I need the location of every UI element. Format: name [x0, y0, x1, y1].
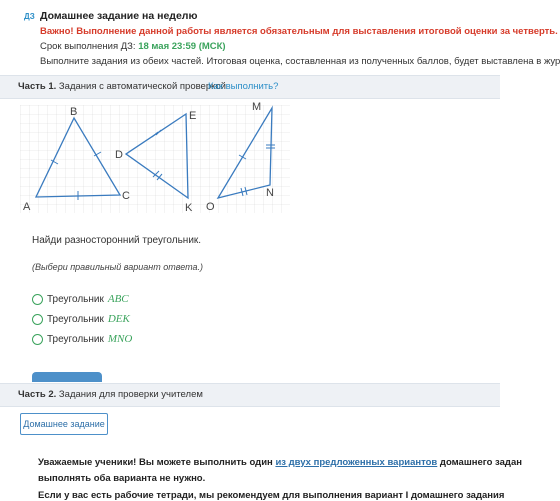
part2-title — [18, 389, 203, 400]
part1-header — [0, 75, 500, 99]
triangles-figure — [20, 101, 290, 214]
page-title: Домашнее задание на неделю — [40, 10, 198, 22]
part2-title-rest: Задания для проверки учителем — [56, 389, 203, 400]
vertex-label-k: K — [185, 202, 193, 214]
answer-option-dek[interactable] — [32, 312, 130, 326]
option-math: ABC — [107, 293, 129, 305]
vertex-label-c: C — [122, 190, 130, 202]
question-hint: (Выбери правильный вариант ответа.) — [32, 262, 204, 272]
homework-description: Выполните задания из обеих частей. Итоговая оценка, составленная из полученных баллов, будет выставлена в жур — [40, 56, 560, 67]
radio-button[interactable] — [32, 314, 43, 325]
vertex-label-n: N — [266, 187, 274, 199]
info-line-2: выполнять оба варианта не нужно. — [38, 473, 206, 484]
info-line-1 — [38, 457, 522, 468]
part1-title — [18, 81, 226, 92]
homework-info-panel — [0, 447, 522, 501]
radio-button[interactable] — [32, 334, 43, 345]
vertex-label-d: D — [115, 149, 123, 161]
how-to-link[interactable]: Как выполнить? — [208, 81, 279, 92]
homework-button[interactable]: Домашнее задание — [20, 413, 108, 435]
info-line-3: Если у вас есть рабочие тетради, мы рекомендуем для выполнения вариант I домашнего задания — [38, 490, 505, 501]
part2-title-bold: Часть 2. — [18, 389, 57, 400]
vertex-label-a: A — [23, 201, 31, 213]
part1-title-bold: Часть 1. — [18, 81, 57, 92]
variants-link[interactable]: из двух предложенных вариантов — [275, 457, 438, 468]
question-text: Найди разносторонний треугольник. — [32, 235, 202, 246]
part1-title-rest: Задания с автоматической проверкой — [56, 81, 226, 92]
due-value: 18 мая 23:59 (МСК) — [138, 41, 226, 52]
due-label: Срок выполнения ДЗ: — [40, 41, 139, 52]
option-label: Треугольник — [47, 333, 104, 345]
homework-tag: ДЗ — [24, 12, 35, 21]
info-line-1-start: Уважаемые ученики! Вы можете выполнить один — [38, 457, 276, 468]
homework-header — [0, 0, 560, 74]
option-label: Треугольник — [47, 313, 104, 325]
vertex-label-e: E — [189, 110, 197, 122]
due-date — [40, 41, 226, 52]
answer-option-mno[interactable] — [32, 332, 132, 346]
option-math: MNO — [107, 333, 133, 345]
option-label: Треугольник — [47, 293, 104, 305]
vertex-label-b: B — [70, 106, 78, 118]
vertex-label-o: O — [206, 201, 215, 213]
option-math: DEK — [107, 313, 130, 325]
info-line-1-end: домашнего задан — [437, 457, 522, 468]
warning-text: Важно! Выполнение данной работы является обязательным для выставления итоговой оценки за четверть. — [40, 26, 558, 37]
check-answer-button[interactable] — [32, 372, 102, 382]
part2-header — [0, 383, 500, 407]
answer-option-abc[interactable] — [32, 292, 129, 306]
vertex-label-m: M — [252, 101, 262, 113]
radio-button[interactable] — [32, 294, 43, 305]
